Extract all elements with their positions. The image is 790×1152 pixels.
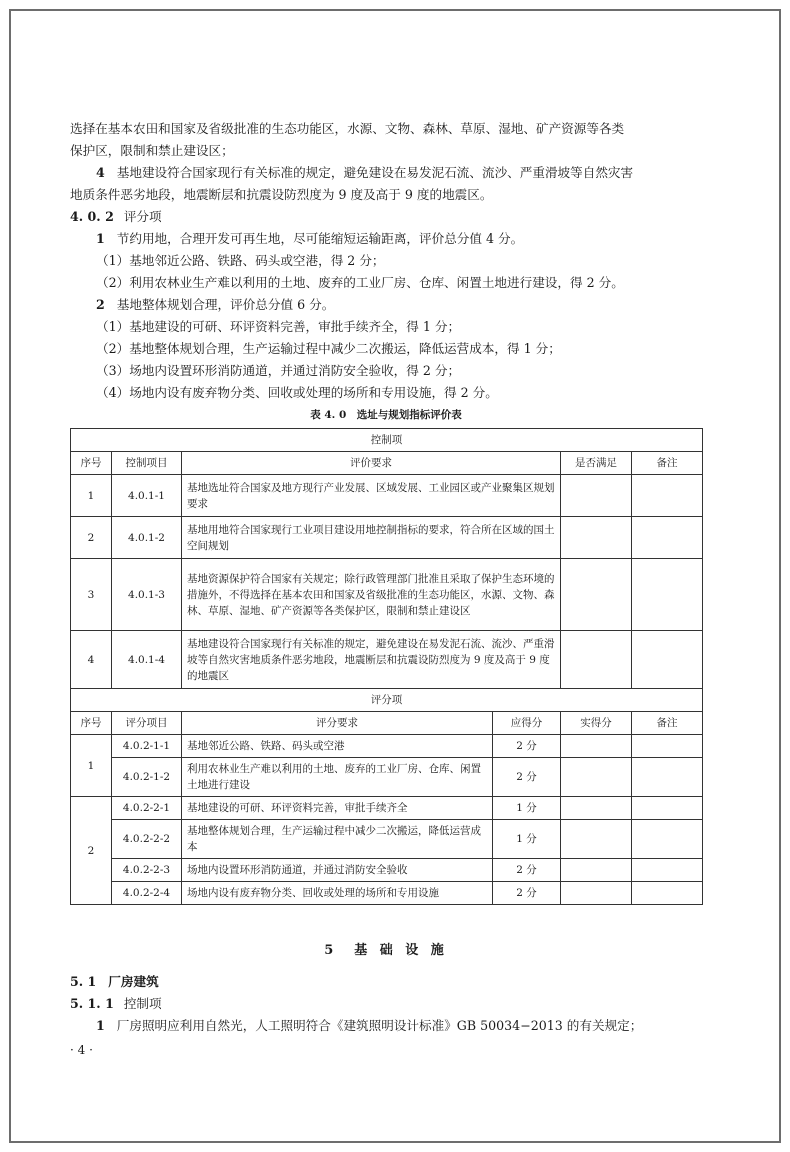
row-requirement: 基地用地符合国家现行工业项目建设用地控制指标的要求，符合所在区域的国土空间规划 <box>182 517 561 559</box>
column-header: 序号 <box>71 452 112 475</box>
item-2-sub-3: （3）场地内设置环形消防通道，并通过消防安全验收，得 2 分； <box>96 363 461 378</box>
column-header: 备注 <box>632 712 703 735</box>
row-remark-cell <box>632 631 703 689</box>
column-header: 是否满足 <box>561 452 632 475</box>
row-requirement: 利用农林业生产难以利用的土地、废弃的工业厂房、仓库、闲置土地进行建设 <box>182 758 493 797</box>
table-row <box>71 797 703 820</box>
section-5-1-1-title: 控制项 <box>123 996 162 1011</box>
item-4 <box>70 162 702 184</box>
column-header: 实得分 <box>561 712 632 735</box>
row-points: 2 分 <box>493 859 561 882</box>
item-4-number: 4 <box>96 165 105 180</box>
row-requirement: 基地邻近公路、铁路、码头或空港 <box>182 735 493 758</box>
row-remark-cell <box>632 882 703 905</box>
row-code: 4.0.1-3 <box>112 559 182 631</box>
page-content <box>70 118 702 1059</box>
row-code: 4.0.1-4 <box>112 631 182 689</box>
group-number: 2 <box>71 797 112 905</box>
row-code: 4.0.2-2-3 <box>112 859 182 882</box>
paragraph-intro-cont: 保护区，限制和禁止建设区； <box>70 143 234 158</box>
section-5-1 <box>70 971 702 993</box>
table-row <box>71 859 703 882</box>
item-2-text: 基地整体规划合理，评价总分值 6 分。 <box>116 297 335 312</box>
section-5-1-number: 5. 1 <box>70 974 97 989</box>
row-points: 2 分 <box>493 882 561 905</box>
section-4-0-2-number: 4. 0. 2 <box>70 209 114 224</box>
row-requirement: 基地建设符合国家现行有关标准的规定，避免建设在易发泥石流、流沙、严重滑坡等自然灾害地质条件恶劣地段，地震断层和抗震设防烈度为 9 度及高于 9 度的地震区 <box>182 631 561 689</box>
chapter-title: 5 基 础 设 施 <box>324 943 448 958</box>
row-remark-cell <box>632 859 703 882</box>
group-number: 1 <box>71 735 112 797</box>
column-header: 备注 <box>632 452 703 475</box>
row-number: 4 <box>71 631 112 689</box>
evaluation-table <box>70 428 703 905</box>
row-code: 4.0.2-2-4 <box>112 882 182 905</box>
row-number: 2 <box>71 517 112 559</box>
row-requirement: 场地内设有废弃物分类、回收或处理的场所和专用设施 <box>182 882 493 905</box>
table-row <box>71 517 703 559</box>
item-2 <box>70 294 702 316</box>
row-satisfied-cell <box>561 631 632 689</box>
clause-number: 1 <box>96 1018 105 1033</box>
row-points: 1 分 <box>493 820 561 859</box>
column-header: 序号 <box>71 712 112 735</box>
column-header: 评分要求 <box>182 712 493 735</box>
item-1-number: 1 <box>96 231 105 246</box>
row-actual-cell <box>561 882 632 905</box>
row-number: 1 <box>71 475 112 517</box>
row-actual-cell <box>561 735 632 758</box>
item-1-sub-2: （2）利用农林业生产难以利用的土地、废弃的工业厂房、仓库、闲置土地进行建设，得 2 分。 <box>96 275 624 290</box>
row-remark-cell <box>632 559 703 631</box>
row-remark-cell <box>632 475 703 517</box>
section-4-0-2-title: 评分项 <box>123 209 162 224</box>
row-code: 4.0.1-2 <box>112 517 182 559</box>
table-row <box>71 758 703 797</box>
item-2-sub-4: （4）场地内设有废弃物分类、回收或处理的场所和专用设施，得 2 分。 <box>96 385 498 400</box>
row-satisfied-cell <box>561 559 632 631</box>
item-1 <box>70 228 702 250</box>
table-row <box>71 631 703 689</box>
row-remark-cell <box>632 820 703 859</box>
section-4-0-2 <box>70 206 702 228</box>
column-header: 评分项目 <box>112 712 182 735</box>
row-code: 4.0.1-1 <box>112 475 182 517</box>
row-points: 2 分 <box>493 735 561 758</box>
row-actual-cell <box>561 859 632 882</box>
clause-5-1-1-1 <box>70 1015 702 1037</box>
item-1-text: 节约用地，合理开发可再生地，尽可能缩短运输距离，评价总分值 4 分。 <box>116 231 524 246</box>
row-code: 4.0.2-2-1 <box>112 797 182 820</box>
item-2-number: 2 <box>96 297 105 312</box>
table-row <box>71 559 703 631</box>
row-code: 4.0.2-1-1 <box>112 735 182 758</box>
row-requirement: 基地整体规划合理，生产运输过程中减少二次搬运，降低运营成本 <box>182 820 493 859</box>
table-row <box>71 475 703 517</box>
row-number: 3 <box>71 559 112 631</box>
score-section-title: 评分项 <box>71 689 703 712</box>
row-actual-cell <box>561 797 632 820</box>
clause-text: 厂房照明应利用自然光，人工照明符合《建筑照明设计标准》GB 50034−2013 的有关规定； <box>116 1018 643 1033</box>
row-actual-cell <box>561 758 632 797</box>
paragraph-intro: 选择在基本农田和国家及省级批准的生态功能区，水源、文物、森林、草原、湿地、矿产资源等各类 <box>70 121 625 136</box>
table-row <box>71 820 703 859</box>
section-5-1-title: 厂房建筑 <box>108 974 159 989</box>
item-1-sub-1: （1）基地邻近公路、铁路、码头或空港，得 2 分； <box>96 253 385 268</box>
row-points: 2 分 <box>493 758 561 797</box>
table-row <box>71 882 703 905</box>
control-section-title: 控制项 <box>71 429 703 452</box>
column-header: 评价要求 <box>182 452 561 475</box>
row-requirement: 场地内设置环形消防通道，并通过消防安全验收 <box>182 859 493 882</box>
score-section-header <box>71 689 703 712</box>
control-header-row <box>71 452 703 475</box>
row-points: 1 分 <box>493 797 561 820</box>
row-requirement: 基地建设的可研、环评资料完善，审批手续齐全 <box>182 797 493 820</box>
row-remark-cell <box>632 758 703 797</box>
row-satisfied-cell <box>561 475 632 517</box>
row-satisfied-cell <box>561 517 632 559</box>
table-caption: 表 4. 0 选址与规划指标评价表 <box>310 409 462 421</box>
item-2-sub-2: （2）基地整体规划合理，生产运输过程中减少二次搬运，降低运营成本，得 1 分； <box>96 341 561 356</box>
row-code: 4.0.2-1-2 <box>112 758 182 797</box>
item-4-text: 基地建设符合国家现行有关标准的规定，避免建设在易发泥石流、流沙、严重滑坡等自然灾害 <box>116 165 634 180</box>
column-header: 控制项目 <box>112 452 182 475</box>
section-5-1-1-number: 5. 1. 1 <box>70 996 114 1011</box>
column-header: 应得分 <box>493 712 561 735</box>
section-5-1-1 <box>70 993 702 1015</box>
score-header-row <box>71 712 703 735</box>
item-2-sub-1: （1）基地建设的可研、环评资料完善，审批手续齐全，得 1 分； <box>96 319 461 334</box>
page-number: · 4 · <box>70 1043 93 1057</box>
row-remark-cell <box>632 797 703 820</box>
row-remark-cell <box>632 517 703 559</box>
row-requirement: 基地资源保护符合国家有关规定；除行政管理部门批准且采取了保护生态环境的措施外，不得选择在基本农田和国家及省级批准的生态功能区，水源、文物、森林、草原、湿地、矿产资源等各类保护区，限制和禁止建设区 <box>182 559 561 631</box>
item-4-cont: 地质条件恶劣地段，地震断层和抗震设防烈度为 9 度及高于 9 度的地震区。 <box>70 187 493 202</box>
row-requirement: 基地选址符合国家及地方现行产业发展、区域发展、工业园区或产业聚集区规划要求 <box>182 475 561 517</box>
table-row <box>71 735 703 758</box>
row-actual-cell <box>561 820 632 859</box>
row-remark-cell <box>632 735 703 758</box>
row-code: 4.0.2-2-2 <box>112 820 182 859</box>
control-section-header <box>71 429 703 452</box>
